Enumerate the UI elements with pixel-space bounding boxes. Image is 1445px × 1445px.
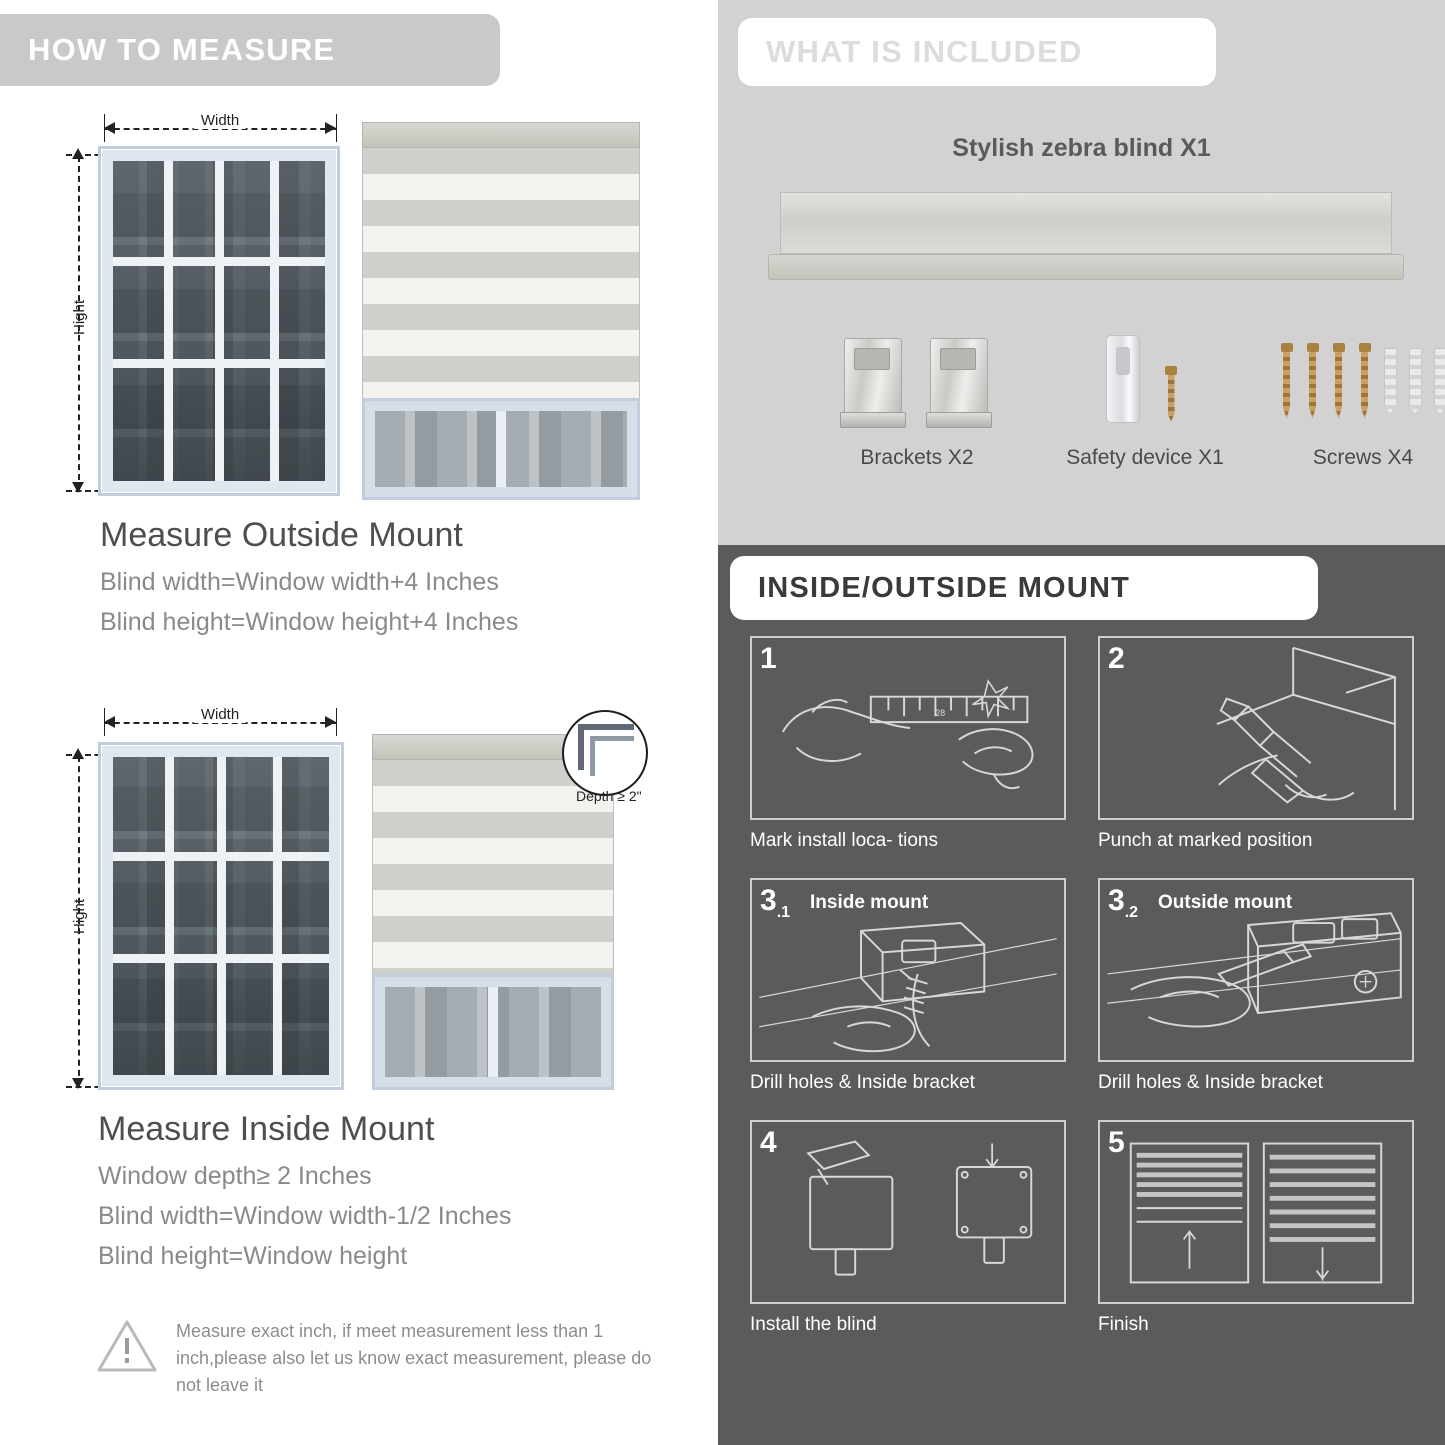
measurement-note-text: Measure exact inch, if meet measurement less than 1 inch,please also let us know exact measurement, please do not leave it	[176, 1321, 652, 1395]
blind-fabric-outside	[362, 148, 640, 398]
step-4-caption: Install the blind	[750, 1314, 877, 1335]
width-arrow-right-inside	[325, 716, 336, 728]
part-safety-device	[1020, 330, 1270, 470]
wall-anchor-icon	[1384, 348, 1397, 414]
step-2	[1098, 636, 1414, 852]
step-3-2-illustration	[1098, 878, 1414, 1062]
inside-mount-line-2: Blind width=Window width-1/2 Inches	[98, 1202, 512, 1230]
width-label-outside: Width	[194, 112, 246, 129]
what-is-included-title: WHAT IS INCLUDED	[738, 18, 1216, 86]
product-name: Stylish zebra blind X1	[952, 134, 1211, 162]
width-tick-left-inside	[104, 708, 105, 736]
step-3-2-caption: Drill holes & Inside bracket	[1098, 1072, 1323, 1093]
what-is-included-panel	[718, 0, 1445, 545]
step-4	[750, 1120, 1066, 1336]
window-illustration-outside	[98, 146, 340, 496]
height-label-inside: Hight	[71, 898, 89, 935]
step-3-2-subtitle: Outside mount	[1158, 892, 1293, 913]
step-5-caption: Finish	[1098, 1314, 1149, 1335]
step-4-illustration	[750, 1120, 1066, 1304]
step-5	[1098, 1120, 1414, 1336]
step-4-number: 4	[760, 1126, 777, 1159]
screw-icon	[1281, 343, 1293, 419]
bracket-icon	[924, 330, 996, 430]
width-tick-left-outside	[104, 114, 105, 142]
blind-headrail-outside	[362, 122, 640, 148]
svg-text:28: 28	[935, 708, 946, 719]
window-glass-inside	[113, 757, 329, 1075]
height-label-outside: Hight	[71, 299, 89, 336]
inside-mount-line-3: Blind height=Window height	[98, 1242, 408, 1270]
window-mullions-inside	[113, 757, 329, 1075]
depth-caption: Depth ≥ 2"	[576, 788, 642, 804]
part-label-safety-device: Safety device X1	[1066, 446, 1224, 469]
step-3-1-number: $3_{.1}$	[760, 884, 791, 921]
step-3-2-number: $3_{.2}$	[1108, 884, 1139, 921]
step-2-illustration	[1098, 636, 1414, 820]
measurement-note	[96, 1318, 656, 1399]
how-to-measure-title: HOW TO MEASURE	[0, 14, 500, 86]
part-label-brackets: Brackets X2	[860, 446, 974, 469]
step-2-number: 2	[1108, 642, 1125, 675]
width-arrow-right-outside	[325, 122, 336, 134]
part-screws	[1238, 330, 1445, 470]
wall-anchor-icon	[1409, 348, 1422, 414]
outside-mount-heading: Measure Outside Mount	[100, 516, 463, 554]
how-to-measure-panel	[0, 0, 718, 1445]
inside-mount-line-1: Window depth≥ 2 Inches	[98, 1162, 372, 1190]
screw-icon	[1359, 343, 1371, 419]
step-3-1-illustration	[750, 878, 1066, 1062]
step-1	[750, 636, 1066, 852]
width-arrow-left-inside	[104, 716, 115, 728]
right-column	[718, 0, 1445, 1445]
window-glass-outside	[113, 161, 325, 481]
screw-icon	[1333, 343, 1345, 419]
width-label-inside: Width	[194, 706, 246, 723]
step-3-2	[1098, 878, 1414, 1094]
bracket-icon	[838, 330, 910, 430]
step-1-illustration	[750, 636, 1066, 820]
window-below-blind-inside	[372, 974, 614, 1090]
step-5-number: 5	[1108, 1126, 1125, 1159]
inside-mount-heading: Measure Inside Mount	[98, 1110, 435, 1148]
outside-mount-line-1: Blind width=Window width+4 Inches	[100, 568, 499, 596]
step-row-3	[750, 1120, 1414, 1336]
step-row-2	[750, 878, 1414, 1094]
step-1-caption: Mark install loca- tions	[750, 830, 938, 851]
step-5-illustration	[1098, 1120, 1414, 1304]
outside-mount-diagram	[0, 104, 718, 664]
step-row-1	[750, 636, 1414, 852]
step-3-1	[750, 878, 1066, 1094]
part-brackets	[792, 330, 1042, 470]
width-tick-right-outside	[336, 114, 337, 142]
safety-device-icon	[1106, 335, 1140, 427]
window-below-blind-outside	[362, 398, 640, 500]
width-arrow-left-outside	[104, 122, 115, 134]
zebra-blind-product-image	[768, 192, 1404, 296]
outside-mount-line-2: Blind height=Window height+4 Inches	[100, 608, 519, 636]
depth-detail-circle	[562, 710, 648, 796]
warning-icon	[96, 1318, 158, 1374]
step-3-1-subtitle: Inside mount	[810, 892, 929, 913]
blind-illustration-outside	[362, 122, 640, 500]
step-2-caption: Punch at marked position	[1098, 830, 1313, 851]
step-3-1-caption: Drill holes & Inside bracket	[750, 1072, 975, 1093]
width-tick-right-inside	[336, 708, 337, 736]
part-label-screws: Screws X4	[1312, 446, 1414, 469]
inside-outside-mount-title: INSIDE/OUTSIDE MOUNT	[730, 556, 1318, 620]
screw-icon	[1307, 343, 1319, 419]
window-mullions-outside	[113, 161, 325, 481]
inside-mount-diagram	[0, 700, 718, 1280]
install-steps	[750, 636, 1414, 1362]
wall-anchor-icon	[1434, 348, 1445, 414]
step-1-number: 1	[760, 642, 777, 675]
screw-icon	[1165, 366, 1177, 422]
included-parts-row	[718, 330, 1445, 500]
window-illustration-inside	[98, 742, 344, 1090]
